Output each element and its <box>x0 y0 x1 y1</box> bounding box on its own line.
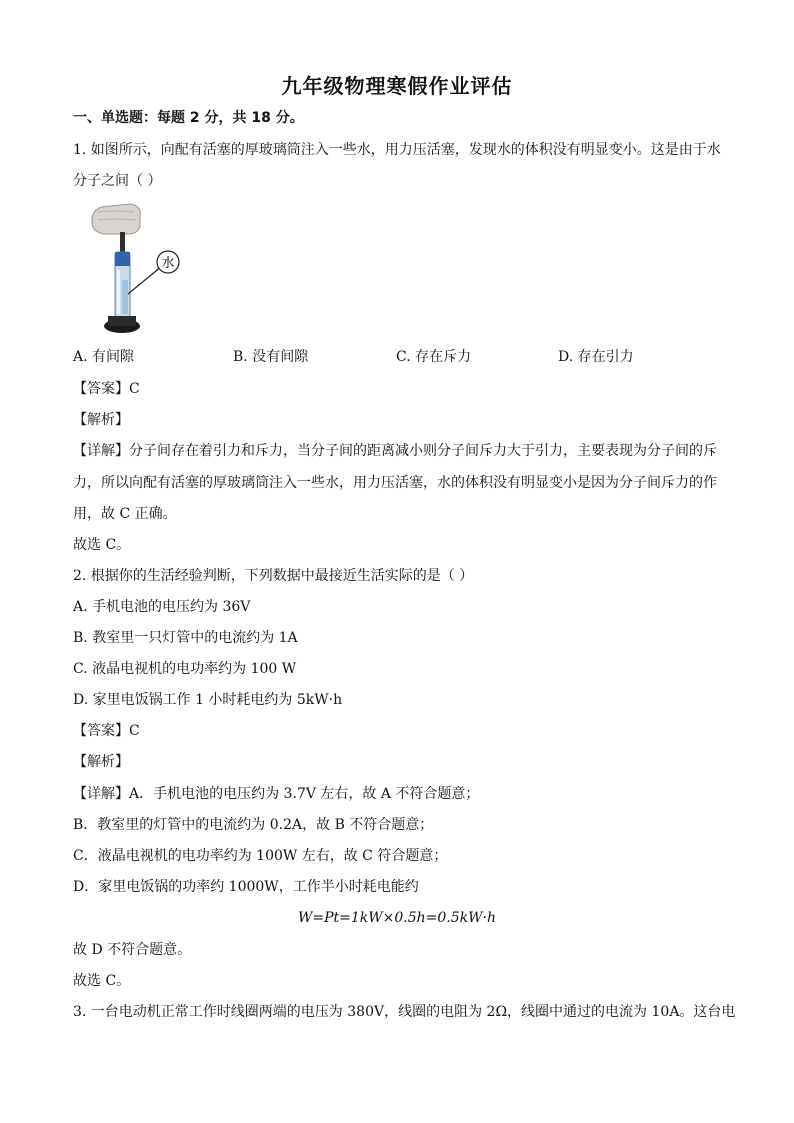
q2-option-a: A. 手机电池的电压约为 36V <box>73 599 251 615</box>
q1-option-c: C. 存在斥力 <box>396 349 472 365</box>
q2-detail-line1: 【详解】A．手机电池的电压约为 3.7V 左右，故 A 不符合题意； <box>73 786 480 802</box>
q2-detail-line2: B．教室里的灯管中的电流约为 0.2A，故 B 不符合题意； <box>73 817 434 833</box>
q1-detail-line3: 用，故 C 正确。 <box>73 506 177 522</box>
piston-tube-illustration <box>90 200 200 340</box>
section-heading: 一、单选题：每题 2 分，共 18 分。 <box>73 110 304 126</box>
q1-option-d: D. 存在引力 <box>558 349 634 365</box>
q1-stem-line2: 分子之间（ ） <box>73 173 162 189</box>
q1-figure-piston-tube <box>90 200 200 340</box>
q2-detail-line3: C．液晶电视机的电功率约为 100W 左右，故 C 符合题意； <box>73 848 448 864</box>
q2-stem: 2. 根据你的生活经验判断，下列数据中最接近生活实际的是（ ） <box>73 568 474 584</box>
q2-conclusion: 故选 C。 <box>73 973 131 989</box>
q1-detail-line2: 力，所以向配有活塞的厚玻璃筒注入一些水，用力压活塞，水的体积没有明显变小是因为分子间斥力的作 <box>73 475 717 491</box>
q2-detail-line4: D．家里电饭锅的功率约 1000W，工作半小时耗电能约 <box>73 879 419 895</box>
q1-conclusion: 故选 C。 <box>73 537 131 553</box>
q1-option-b: B. 没有间隙 <box>233 349 309 365</box>
q2-answer: 【答案】C <box>73 723 140 739</box>
figure-water-label: 水 <box>161 256 175 271</box>
q1-detail-line1: 【详解】分子间存在着引力和斥力，当分子间的距离减小则分子间斥力大于引力，主要表现为分子间的斥 <box>73 443 717 459</box>
q2-option-d: D. 家里电饭锅工作 1 小时耗电约为 5kW·h <box>73 692 343 708</box>
q1-analysis-label: 【解析】 <box>73 412 129 428</box>
q1-option-a: A. 有间隙 <box>73 349 135 365</box>
q2-analysis-label: 【解析】 <box>73 754 129 770</box>
q2-detail-line5: 故 D 不符合题意。 <box>73 942 192 958</box>
q1-answer: 【答案】C <box>73 381 140 397</box>
q2-formula: W=Pt=1kW×0.5h=0.5kW·h <box>297 910 497 926</box>
q2-option-b: B. 教室里一只灯管中的电流约为 1A <box>73 630 298 646</box>
q2-option-c: C. 液晶电视机的电功率约为 100 W <box>73 661 297 677</box>
q1-stem-line1: 1. 如图所示，向配有活塞的厚玻璃筒注入一些水，用力压活塞，发现水的体积没有明显变小。这是由于水 <box>73 142 721 158</box>
page-title: 九年级物理寒假作业评估 <box>281 74 513 98</box>
q3-stem-line1: 3. 一台电动机正常工作时线圈两端的电压为 380V，线圈的电阻为 2Ω，线圈中通过的电流为 10A。这台电 <box>73 1004 736 1020</box>
